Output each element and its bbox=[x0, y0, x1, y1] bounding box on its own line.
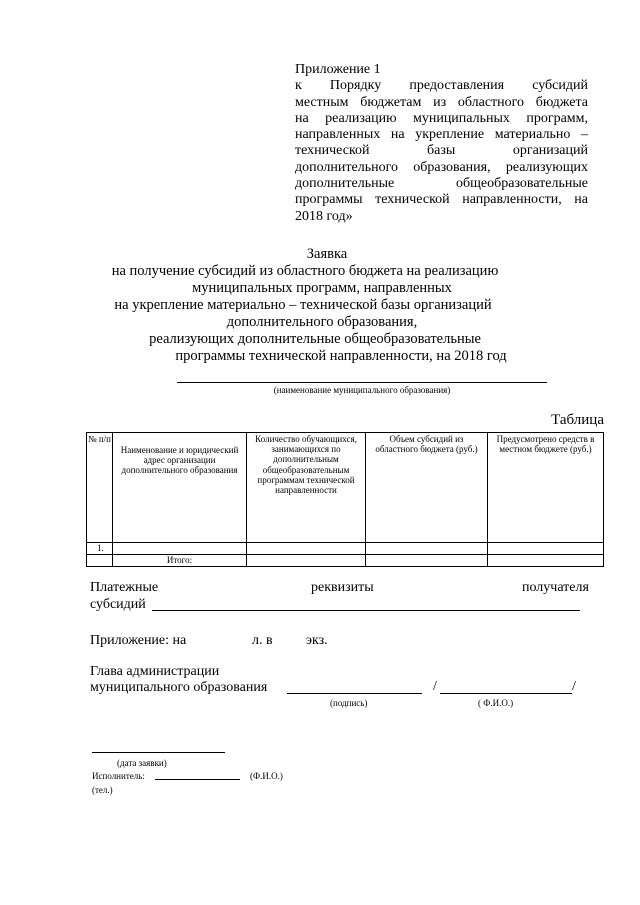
municipality-name-line bbox=[177, 382, 547, 383]
appendix-line: дополнительного образования, реализующих bbox=[295, 159, 588, 175]
appendix-line: к Порядку предоставления субсидий bbox=[295, 78, 588, 94]
slash-separator: / bbox=[572, 679, 576, 694]
request-line: дополнительного образования, bbox=[226, 314, 418, 330]
payment-word-4: субсидий bbox=[90, 597, 146, 612]
executor-fio: (Ф.И.О.) bbox=[250, 771, 283, 781]
header-cell: Предусмотрено средств в местном бюджете (руб.) bbox=[488, 433, 604, 543]
fio-caption: ( Ф.И.О.) bbox=[478, 698, 514, 708]
total-label: Итого: bbox=[113, 555, 247, 567]
appendix-line: 2018 год» bbox=[295, 208, 353, 224]
head-title: Глава администрации bbox=[90, 664, 220, 679]
appendix-line: на реализацию муниципальных программ, bbox=[295, 110, 588, 126]
payment-details-line bbox=[152, 610, 580, 611]
table-cell bbox=[247, 555, 366, 567]
appendix-line: дополнительные общеобразовательные bbox=[295, 176, 588, 192]
header-cell: Объем субсидий из областного бюджета (руб.) bbox=[366, 433, 488, 543]
table-header-row bbox=[87, 433, 604, 543]
request-table bbox=[86, 432, 604, 567]
attachment-copies: экз. bbox=[306, 633, 328, 648]
request-line: реализующих дополнительные общеобразовательные bbox=[149, 331, 481, 347]
table-cell bbox=[87, 555, 113, 567]
table-row bbox=[87, 543, 604, 555]
request-line: программы технической направленности, на 2018 год bbox=[175, 348, 507, 364]
request-line: на получение субсидий из областного бюджета на реализацию bbox=[111, 263, 499, 279]
table-caption: Таблица bbox=[551, 412, 604, 428]
table-cell bbox=[113, 543, 247, 555]
header-cell: № п/п bbox=[87, 433, 113, 543]
table-cell bbox=[366, 543, 488, 555]
table-total-row bbox=[87, 555, 604, 567]
table-cell bbox=[366, 555, 488, 567]
payment-word-2: реквизиты bbox=[311, 580, 374, 595]
header-cell: Количество обучающихся, занимающихся по дополнительным общеобразовательным программам технической направленности bbox=[247, 433, 366, 543]
head-municipality: муниципального образования bbox=[90, 680, 268, 695]
payment-word-1: Платежные bbox=[90, 580, 159, 595]
table-cell bbox=[247, 543, 366, 555]
appendix-line: технической базы организаций bbox=[295, 143, 588, 159]
slash-separator: / bbox=[433, 679, 437, 694]
appendix-line: программы технической направленности, на bbox=[295, 192, 588, 208]
request-title-block bbox=[80, 246, 610, 365]
municipality-caption: (наименование муниципального образования) bbox=[273, 385, 451, 395]
date-line bbox=[92, 752, 225, 753]
executor-label: Исполнитель: bbox=[92, 771, 145, 781]
attachment-label: Приложение: на bbox=[90, 633, 187, 648]
table-cell bbox=[488, 543, 604, 555]
fio-line bbox=[440, 693, 572, 694]
request-line: муниципальных программ, направленных bbox=[192, 280, 452, 296]
request-title: Заявка bbox=[306, 246, 348, 262]
appendix-line: местным бюджетам из областного бюджета bbox=[295, 94, 588, 110]
table-cell: 1. bbox=[87, 543, 113, 555]
signature-caption: (подпись) bbox=[330, 698, 368, 708]
header-cell: Наименование и юридический адрес организации дополнительного образования bbox=[113, 433, 247, 543]
signature-line bbox=[287, 693, 422, 694]
appendix-block bbox=[295, 62, 588, 225]
request-line: на укрепление материально – технической базы организаций bbox=[114, 297, 492, 313]
appendix-line: направленных на укрепление материально – bbox=[295, 127, 588, 143]
attachment-sheets: л. в bbox=[252, 633, 273, 648]
appendix-title: Приложение 1 bbox=[295, 62, 381, 77]
date-caption: (дата заявки) bbox=[117, 758, 167, 768]
payment-word-3: получателя bbox=[522, 580, 589, 595]
phone-label: (тел.) bbox=[92, 785, 113, 795]
executor-line bbox=[155, 779, 240, 780]
table-cell bbox=[488, 555, 604, 567]
